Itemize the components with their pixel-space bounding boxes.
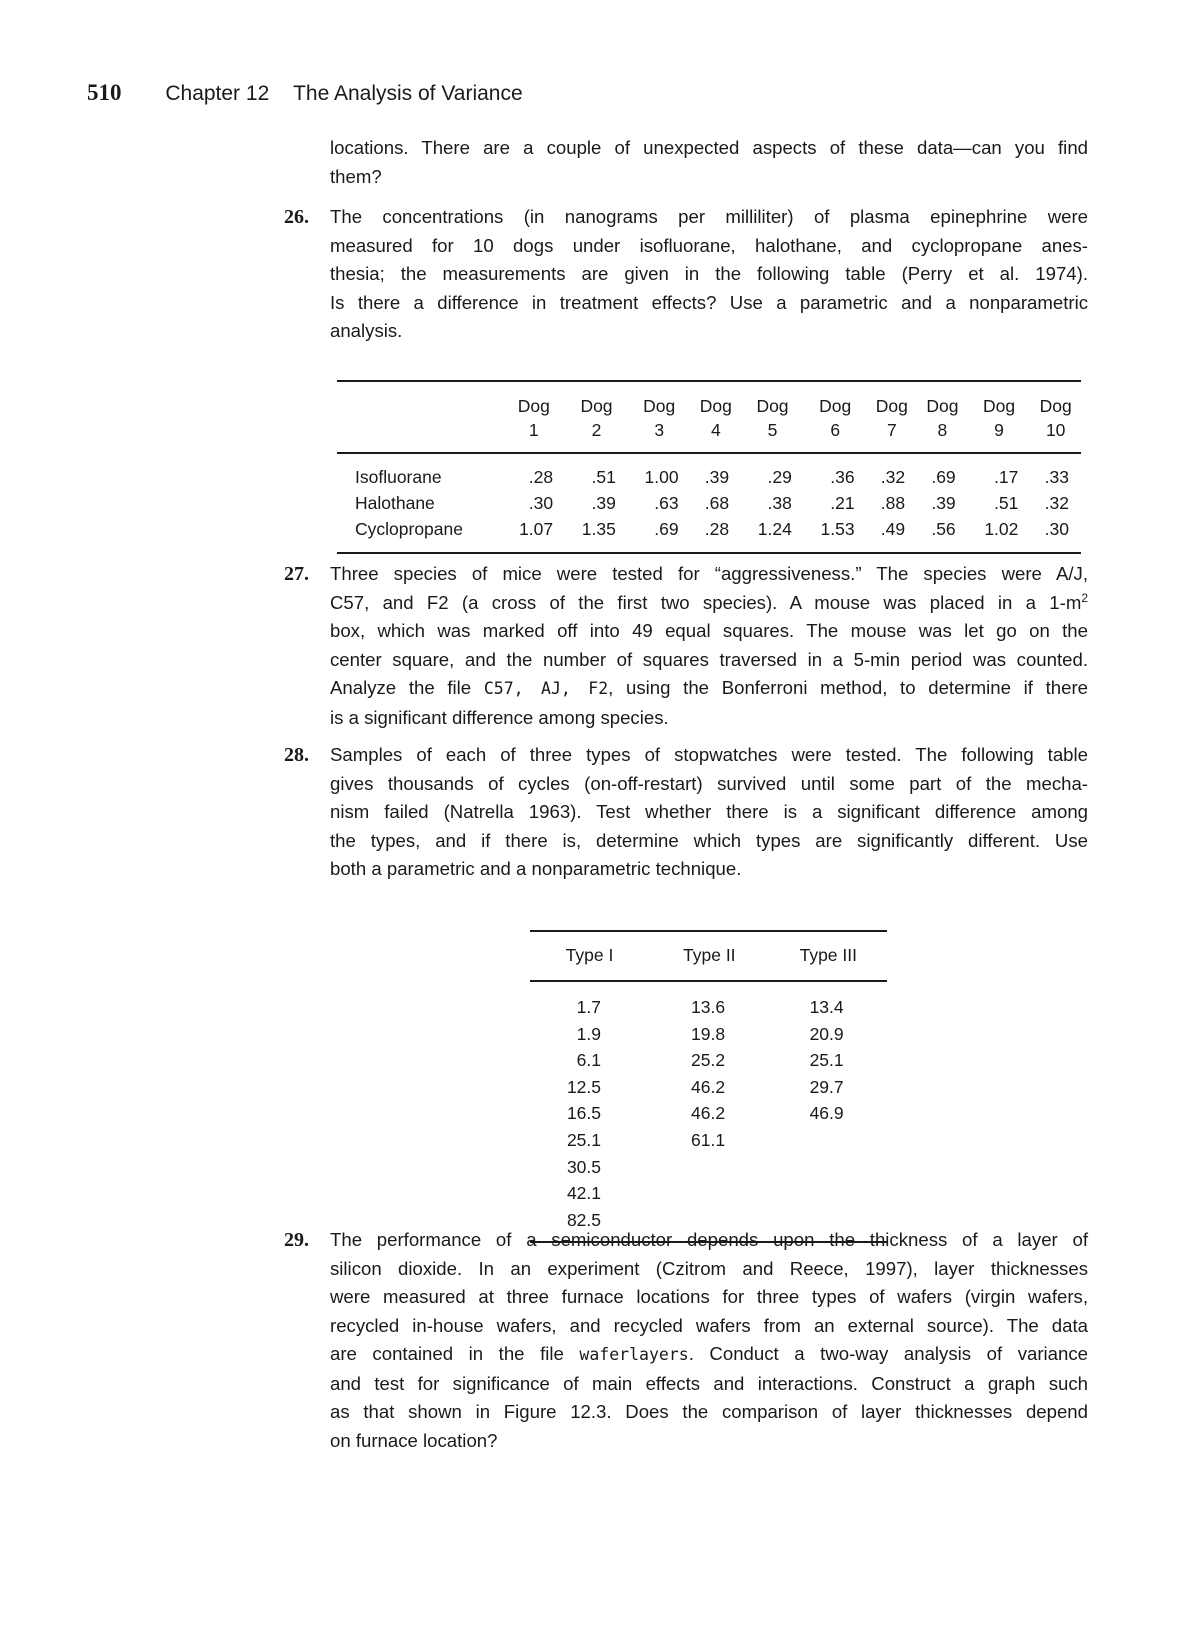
- table-cell: .69: [628, 516, 691, 553]
- text-line: locations. There are a couple of unexpected aspects of these data—can you find: [330, 137, 1088, 158]
- table-header-row: [337, 418, 1081, 453]
- text-line: measured for 10 dogs under isofluorane, halothane, and cyclopropane anes-: [330, 234, 1088, 256]
- text-line: analysis.: [330, 320, 403, 341]
- text-line: Three species of mice were tested for “aggressiveness.” The species were A/J,: [330, 563, 1088, 584]
- text-line: as that shown in Figure 12.3. Does the comparison of layer thicknesses depend: [330, 1401, 1088, 1422]
- text-line: is a significant difference among species.: [330, 706, 669, 728]
- problem-26: [284, 203, 1088, 346]
- table-row: [530, 981, 887, 1021]
- table-cell: [649, 1180, 770, 1207]
- table-cell: 13.4: [809, 997, 844, 1017]
- problem-27: [284, 560, 1088, 732]
- table-cell: .69: [931, 467, 956, 487]
- page-number: 510: [87, 80, 122, 105]
- table-cell: 46.2: [691, 1076, 726, 1097]
- table-cell: [770, 1127, 887, 1154]
- column-header: Dog: [917, 381, 968, 418]
- running-header: [87, 80, 523, 106]
- table-row: [530, 1074, 887, 1101]
- table-cell: 82.5: [530, 1207, 649, 1243]
- row-label: Cyclopropane: [337, 516, 502, 553]
- corner-cell: [337, 418, 502, 453]
- column-header-number: 6: [804, 418, 867, 453]
- table-cell: .32: [1044, 493, 1069, 513]
- column-header: Dog: [565, 381, 628, 418]
- table-header-row: [337, 381, 1081, 418]
- epinephrine-table: [337, 380, 1081, 554]
- table-cell: .88: [880, 493, 906, 513]
- table-row: [530, 1180, 887, 1207]
- table-cell: 46.9: [809, 1103, 844, 1124]
- table-cell: .68: [704, 493, 730, 513]
- table-cell: 19.8: [691, 1023, 726, 1044]
- text-line: Samples of each of three types of stopwatches were tested. The following table: [330, 744, 1088, 765]
- table-cell: .39: [931, 493, 956, 513]
- column-header: Dog: [867, 381, 918, 418]
- column-header-number: 7: [867, 418, 918, 453]
- table-cell: 1.35: [565, 516, 628, 553]
- table-cell: 46.2: [691, 1103, 726, 1124]
- column-header-number: 1: [502, 418, 565, 453]
- table-cell: 61.1: [691, 1129, 726, 1150]
- column-header: Dog: [628, 381, 691, 418]
- chapter-title: The Analysis of Variance: [293, 82, 523, 105]
- text-line: gives thousands of cycles (on-off-restart) survived until some part of the mecha-: [330, 772, 1088, 794]
- table-cell: .49: [867, 516, 918, 553]
- table-cell: 1.02: [968, 516, 1031, 553]
- column-header: Type III: [770, 931, 887, 981]
- table-cell: .56: [917, 516, 968, 553]
- table-header-row: [530, 931, 887, 981]
- column-header: Type I: [530, 931, 649, 981]
- column-header: Type II: [649, 931, 770, 981]
- table-cell: .39: [704, 467, 730, 487]
- table-cell: 25.2: [691, 1050, 726, 1071]
- table-cell: .51: [994, 493, 1019, 513]
- text-segment: C57, and F2 (a cross of the first two species). A mouse was placed in a 1-m: [330, 591, 1082, 613]
- table-cell: .38: [767, 493, 792, 513]
- table-cell: 1.24: [741, 516, 804, 553]
- text-line: center square, and the number of squares traversed in a 5-min period was counted.: [330, 648, 1088, 670]
- table-cell: .63: [654, 493, 679, 513]
- table-row: [337, 516, 1081, 553]
- continuation-paragraph: [330, 134, 1088, 191]
- column-header-number: 4: [691, 418, 742, 453]
- row-label: Halothane: [355, 493, 435, 513]
- table-cell: .36: [830, 467, 855, 487]
- problem-number: 28.: [284, 744, 309, 766]
- table-row: [337, 490, 1081, 516]
- table-cell: 25.1: [809, 1050, 844, 1071]
- table-row: [530, 1154, 887, 1181]
- text-line: [330, 674, 1088, 704]
- table-cell: .28: [691, 516, 742, 553]
- text-line: on furnace location?: [330, 1429, 498, 1451]
- table-cell: 6.1: [576, 1050, 601, 1071]
- text-line: silicon dioxide. In an experiment (Czitrom and Reece, 1997), layer thicknesses: [330, 1257, 1088, 1279]
- text-line: were measured at three furnace locations for three types of wafers (virgin wafers,: [330, 1286, 1088, 1307]
- table-cell: .30: [528, 493, 554, 513]
- table-cell: 42.1: [566, 1183, 601, 1204]
- corner-cell: [337, 381, 502, 418]
- table-cell: .29: [767, 467, 792, 487]
- text-segment: , using the Bonferroni method, to determine if there: [608, 677, 1088, 698]
- column-header: Dog: [502, 381, 565, 418]
- column-header-number: 2: [565, 418, 628, 453]
- table-row: [530, 1100, 887, 1127]
- table-cell: .17: [994, 467, 1019, 487]
- table-cell: 1.7: [576, 997, 601, 1017]
- column-header-number: 10: [1030, 418, 1081, 453]
- column-header-number: 9: [968, 418, 1031, 453]
- table-cell: .30: [1030, 516, 1081, 553]
- text-line: recycled in-house wafers, and recycled wafers from an external source). The data: [330, 1314, 1088, 1336]
- text-line: nism failed (Natrella 1963). Test whether there is a significant difference among: [330, 801, 1088, 822]
- problem-number: 29.: [284, 1229, 309, 1251]
- column-header-number: 3: [628, 418, 691, 453]
- table-cell: .39: [591, 493, 616, 513]
- text-line: thesia; the measurements are given in the following table (Perry et al. 1974).: [330, 263, 1088, 284]
- problem-number: 26.: [284, 206, 309, 228]
- table-cell: 12.5: [566, 1076, 601, 1097]
- text-line: [330, 1340, 1088, 1370]
- table-row: [530, 1127, 887, 1154]
- table-cell: 13.6: [691, 997, 726, 1017]
- file-name: waferlayers: [579, 1345, 689, 1364]
- table-cell: .51: [591, 467, 616, 487]
- table-cell: 30.5: [566, 1156, 601, 1177]
- column-header-number: 8: [917, 418, 968, 453]
- problem-28: [284, 741, 1088, 884]
- table-cell: 16.5: [566, 1103, 601, 1124]
- table-cell: 25.1: [566, 1129, 601, 1150]
- table-cell: .21: [830, 493, 855, 513]
- table-cell: .32: [880, 467, 906, 487]
- problem-number: 27.: [284, 563, 309, 585]
- table-cell: 1.53: [804, 516, 867, 553]
- text-line: both a parametric and a nonparametric technique.: [330, 858, 742, 879]
- text-segment: Analyze the file: [330, 677, 484, 698]
- table-cell: [770, 1180, 887, 1207]
- text-line: [330, 589, 1088, 618]
- text-line: The performance of a semiconductor depends upon the thickness of a layer of: [330, 1229, 1088, 1250]
- text-segment: . Conduct a two-way analysis of variance: [688, 1343, 1088, 1364]
- file-name: C57, AJ, F2: [483, 679, 609, 698]
- text-line: the types, and if there is, determine which types are significantly different. Use: [330, 829, 1088, 851]
- table-cell: [770, 1154, 887, 1181]
- column-header: Dog: [968, 381, 1031, 418]
- chapter-label: Chapter 12: [165, 82, 270, 105]
- text-segment: are contained in the file: [330, 1343, 580, 1364]
- table-row: [530, 1047, 887, 1074]
- table-cell: 29.7: [809, 1076, 844, 1097]
- text-line: them?: [330, 165, 382, 187]
- column-header: Dog: [741, 381, 804, 418]
- table-cell: 1.9: [576, 1023, 601, 1044]
- text-line: The concentrations (in nanograms per milliliter) of plasma epinephrine were: [330, 206, 1088, 227]
- table-cell: .33: [1044, 467, 1069, 487]
- column-header-number: 5: [741, 418, 804, 453]
- column-header: Dog: [804, 381, 867, 418]
- table-row: [337, 453, 1081, 490]
- stopwatch-table: [530, 930, 887, 1243]
- table-cell: 1.07: [502, 516, 565, 553]
- table-cell: .28: [528, 467, 554, 487]
- table-row: [530, 1021, 887, 1048]
- table-cell: 20.9: [809, 1023, 844, 1044]
- text-line: box, which was marked off into 49 equal squares. The mouse was let go on the: [330, 620, 1088, 641]
- table-cell: 1.00: [644, 467, 679, 487]
- column-header: Dog: [1030, 381, 1081, 418]
- table-cell: [649, 1154, 770, 1181]
- column-header: Dog: [691, 381, 742, 418]
- text-line: and test for significance of main effects and interactions. Construct a graph such: [330, 1372, 1088, 1394]
- row-label: Isofluorane: [355, 467, 442, 487]
- text-line: Is there a difference in treatment effects? Use a parametric and a nonparametric: [330, 291, 1088, 313]
- problem-29: [284, 1226, 1088, 1455]
- superscript: 2: [1081, 590, 1088, 605]
